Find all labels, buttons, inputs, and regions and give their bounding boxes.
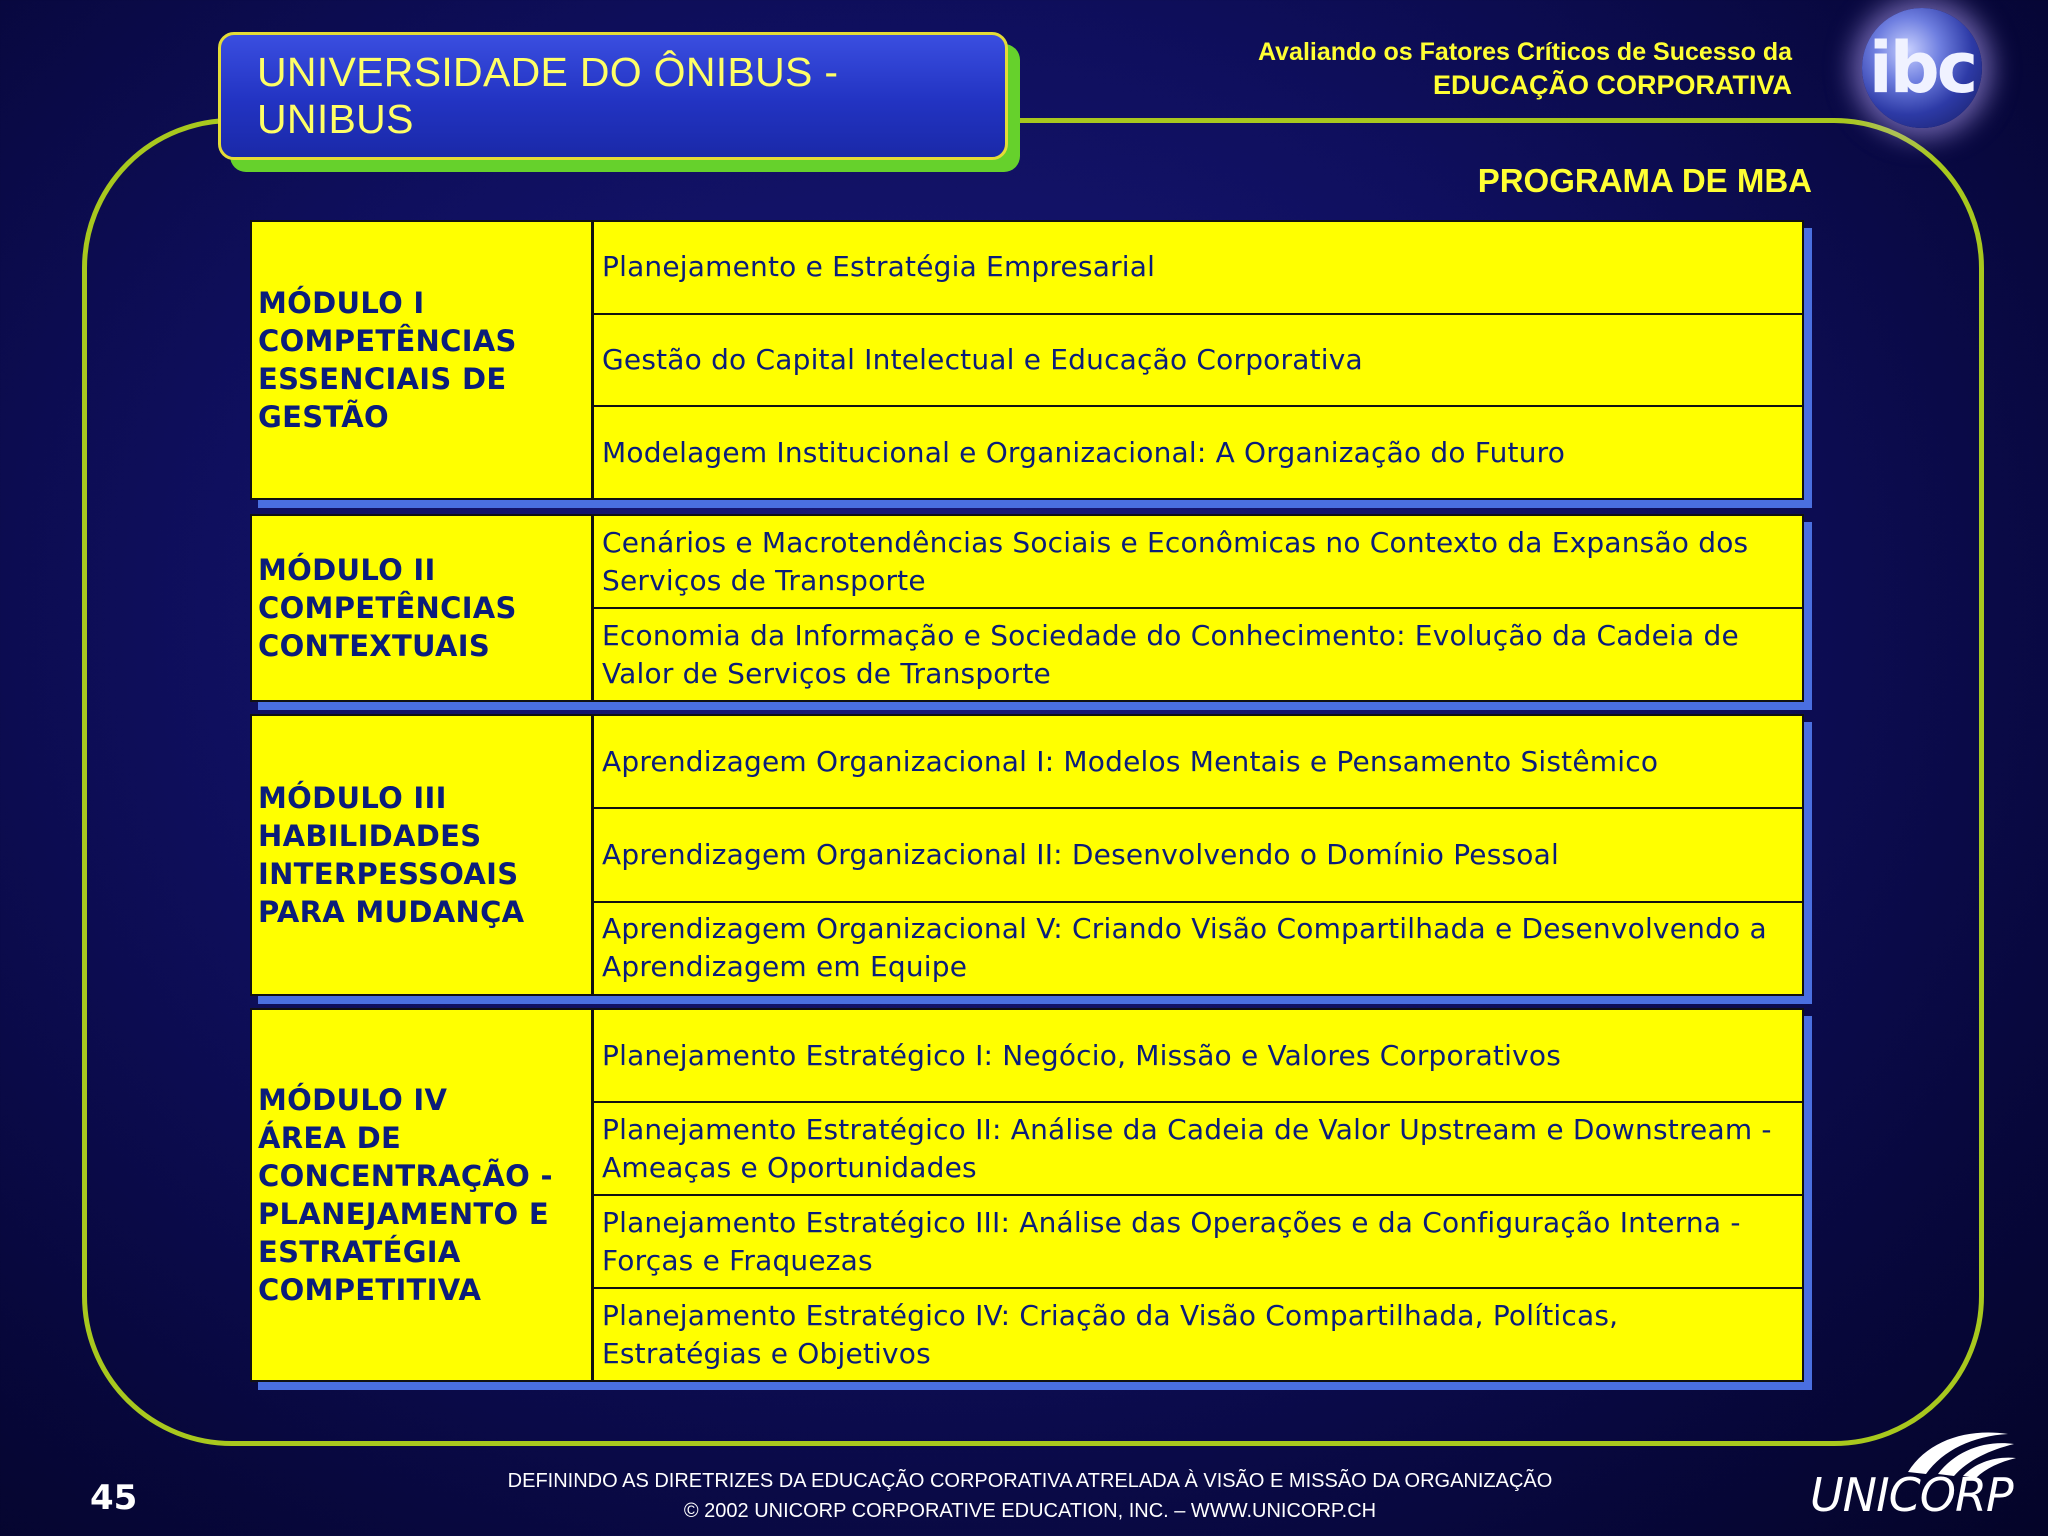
unicorp-logo-text: UNICORP bbox=[1810, 1468, 2013, 1522]
subject-row: Planejamento e Estratégia Empresarial bbox=[602, 250, 1156, 284]
module-name: MÓDULO II COMPETÊNCIAS CONTEXTUAIS bbox=[252, 516, 594, 700]
slide-title: UNIVERSIDADE DO ÔNIBUS - UNIBUS bbox=[257, 49, 839, 142]
header-subtitle-2: EDUCAÇÃO CORPORATIVA bbox=[1432, 70, 1792, 100]
header-subtitle-1: Avaliando os Fatores Críticos de Sucesso da bbox=[1258, 38, 1792, 66]
module-subjects bbox=[594, 222, 1802, 498]
module-name: MÓDULO IV ÁREA DE CONCENTRAÇÃO - PLANEJAMENTO E ESTRATÉGIA COMPETITIVA bbox=[252, 1010, 594, 1380]
footer-copyright: © 2002 UNICORP CORPORATIVE EDUCATION, INC. – WWW.UNICORP.CH bbox=[683, 1500, 1377, 1522]
ibc-logo bbox=[1862, 8, 1982, 128]
subject-row: Modelagem Institucional e Organizacional: A Organização do Futuro bbox=[594, 405, 1802, 498]
footer-tagline: DEFININDO AS DIRETRIZES DA EDUCAÇÃO CORPORATIVA ATRELADA À VISÃO E MISSÃO DA ORGANIZAÇÃO bbox=[507, 1470, 1553, 1492]
module-name: MÓDULO I COMPETÊNCIAS ESSENCIAIS DE GESTÃO bbox=[252, 222, 594, 498]
page-number: 45 bbox=[90, 1478, 138, 1518]
module-subjects bbox=[594, 1010, 1802, 1380]
subject-row: Planejamento Estratégico III: Análise das Operações e da Configuração Interna - Forças e Fraquezas bbox=[594, 1194, 1802, 1287]
subject-row: Aprendizagem Organizacional I: Modelos Mentais e Pensamento Sistêmico bbox=[602, 744, 1659, 778]
subject-row: Planejamento Estratégico IV: Criação da Visão Compartilhada, Políticas, Estratégias e Objetivos bbox=[594, 1287, 1802, 1380]
subject-row: Gestão do Capital Intelectual e Educação Corporativa bbox=[594, 313, 1802, 406]
module-3 bbox=[250, 714, 1804, 996]
subject-row: Planejamento Estratégico II: Análise da Cadeia de Valor Upstream e Downstream - Ameaças e Oportunidades bbox=[594, 1101, 1802, 1194]
subject-row: Planejamento Estratégico I: Negócio, Missão e Valores Corporativos bbox=[602, 1038, 1561, 1072]
program-title: PROGRAMA DE MBA bbox=[1477, 162, 1812, 199]
module-subjects bbox=[594, 716, 1802, 994]
subject-row: Economia da Informação e Sociedade do Conhecimento: Evolução da Cadeia de Valor de Serviços de Transporte bbox=[594, 607, 1802, 700]
slide-title-box bbox=[218, 32, 1008, 160]
module-1 bbox=[250, 220, 1804, 500]
module-name: MÓDULO III HABILIDADES INTERPESSOAIS PARA MUDANÇA bbox=[252, 716, 594, 994]
subject-row: Aprendizagem Organizacional II: Desenvolvendo o Domínio Pessoal bbox=[594, 807, 1802, 900]
subject-row: Aprendizagem Organizacional V: Criando Visão Compartilhada e Desenvolvendo a Aprendizagem em Equipe bbox=[594, 901, 1802, 994]
module-4 bbox=[250, 1008, 1804, 1382]
module-subjects bbox=[594, 516, 1802, 700]
subject-row: Cenários e Macrotendências Sociais e Econômicas no Contexto da Expansão dos Serviços de Transporte bbox=[602, 525, 1749, 597]
ibc-logo-text: ibc bbox=[1868, 27, 1976, 109]
module-2 bbox=[250, 514, 1804, 702]
